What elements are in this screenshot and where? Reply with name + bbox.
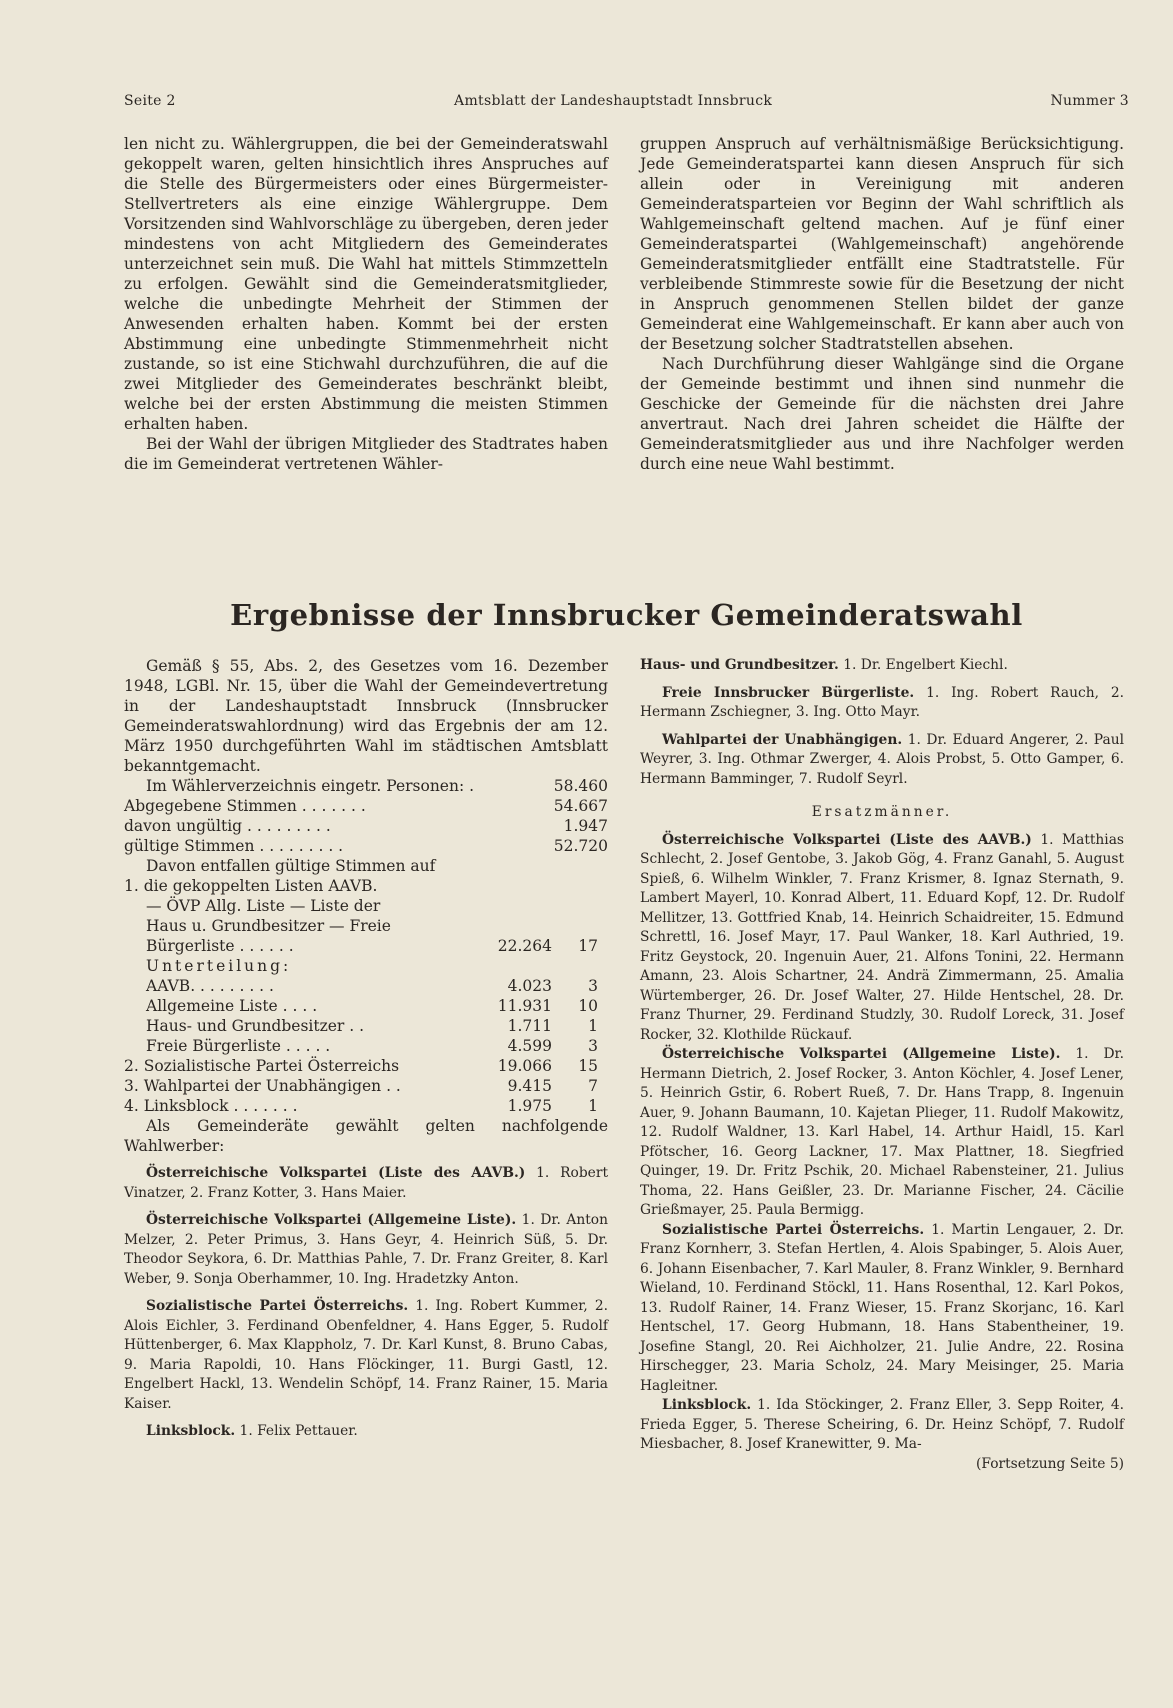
- result-seats: 3: [588, 1037, 598, 1055]
- result-seats: 7: [588, 1077, 598, 1095]
- party-name: Linksblock.: [662, 1397, 752, 1413]
- candidate-names: 1. Ing. Robert Kummer, 2. Alois Eichler, 3. Ferdinand Obenfeldner, 4. Hans Egger, 5. Rudolf Hüttenberger, 6. Max Klappholz, 7. Dr. Karl Kunst, 8. Bruno Cabas, 9. Maria Rapoldi, 10. Hans Flöckinger, 11. Burgi Gastl, 12. Engelbert Hackl, 13. Wendelin Schöpf, 14. Franz Rainer, 15. Maria Kaiser.: [124, 1298, 608, 1412]
- result-seats: 10: [578, 997, 598, 1015]
- result-votes: 1.975: [507, 1097, 552, 1115]
- page-header: [124, 93, 1129, 109]
- coupled-list-label: Haus u. Grundbesitzer — Freie: [146, 917, 391, 935]
- result-votes: 9.415: [507, 1077, 552, 1095]
- stat-value: 52.720: [553, 837, 608, 855]
- substitutes-party-block: [640, 1396, 1124, 1455]
- result-label: 4. Linksblock . . . . . . .: [124, 1097, 298, 1115]
- substitutes-heading: Ersatzmänner.: [811, 804, 953, 820]
- result-seats: 15: [578, 1057, 598, 1075]
- candidate-names: 1. Dr. Hermann Dietrich, 2. Josef Rocker, 3. Anton Köchler, 4. Josef Lener, 5. Heinrich Gstir, 6. Robert Rueß, 7. Dr. Hans Trapp, 8. Ingenuin Auer, 9. Johann Baumann, 10. Kajetan Plieger, 11. Rudolf Makowitz, 12. Rudolf Waldner, 13. Karl Habel, 14. Arthur Haidl, 15. Karl Pfötscher, 16. Georg Lackner, 17. Max Plattner, 18. Siegfried Quinger, 19. Dr. Fritz Pschik, 20. Michael Rabensteiner, 21. Julius Thoma, 22. Hans Geißler, 23. Dr. Marianne Fischer, 24. Cäcilie Grießmayer, 25. Paula Bermigg.: [640, 1046, 1124, 1218]
- elected-party-block: [124, 1211, 608, 1289]
- result-row: [124, 1016, 608, 1036]
- continuation-note: (Fortsetzung Seite 5): [976, 1455, 1124, 1472]
- paragraph: gruppen Anspruch auf verhältnismäßige Berücksichtigung. Jede Gemeinderatspartei kann diesen Anspruch für sich allein oder in Vereinigung mit anderen Gemeinderatsparteien vor Beginn der Wahl schriftlich als Wahlgemeinschaft geltend machen. Auf je fünf einer Gemeinderatspartei (Wahlgemeinschaft) angehörende Gemeinderatsmitglieder entfällt eine Stadtratstelle. Für verbleibende Stimmreste sowie für die Besetzung der nicht in Anspruch genommenen Stellen bildet der ganze Gemeinderat eine Wahlgemeinschaft. Er kann aber auch von der Besetzung solcher Stadtratstellen absehen.: [640, 135, 1124, 353]
- result-row: [124, 976, 608, 996]
- party-name: Freie Innsbrucker Bürgerliste.: [662, 684, 915, 701]
- party-name: Sozialistische Partei Österreichs.: [146, 1298, 409, 1314]
- party-name: Sozialistische Partei Österreichs.: [662, 1221, 925, 1238]
- distribution-intro: Davon entfallen gültige Stimmen auf: [146, 857, 436, 875]
- candidate-names: 1. Martin Lengauer, 2. Dr. Franz Kornherr, 3. Stefan Hertlen, 4. Alois Spabinger, 5. Alois Auer, 6. Johann Eisenbacher, 7. Karl Mauler, 8. Franz Winkler, 9. Bernhard Wieland, 10. Ferdinand Stöckl, 11. Hans Rosenthal, 12. Karl Pokos, 13. Rudolf Rainer, 14. Franz Wieser, 15. Franz Skorjanc, 16. Karl Hentschel, 17. Georg Hubmann, 18. Hans Stabentheiner, 19. Josefine Stangl, 20. Rei Aichholzer, 21. Julie Andre, 22. Rosina Hirschegger, 23. Maria Scholz, 24. Mary Meisinger, 25. Maria Hagleitner.: [640, 1221, 1125, 1394]
- result-votes: 19.066: [497, 1057, 552, 1075]
- results-column: [124, 656, 608, 1442]
- candidate-names: 1. Dr. Engelbert Kiechl.: [843, 657, 1008, 673]
- candidate-names: 1. Matthias Schlecht, 2. Josef Gentobe, 3. Jakob Gög, 4. Franz Ganahl, 5. August Spieß, 6. Wilhelm Winkler, 7. Franz Krismer, 8. Ignaz Sternath, 9. Lambert Mayerl, 10. Konrad Albert, 11. Eduard Kopf, 12. Dr. Rudolf Mellitzer, 13. Gottfried Knab, 14. Heinrich Schaidreiter, 15. Edmund Schrettl, 16. Josef Mayr, 17. Paul Wanker, 18. Karl Authried, 19. Fritz Geystock, 20. Ingenuin Auer, 21. Alfons Tonini, 22. Hermann Amann, 23. Alois Schartner, 24. Andrä Zimmermann, 25. Amalia Würtemberger, 26. Dr. Josef Walter, 27. Hilde Hentschel, 28. Dr. Franz Thurner, 29. Ferdinand Studzly, 30. Rudolf Loreck, 31. Josef Rocker, 32. Klothilde Rückauf.: [640, 831, 1125, 1043]
- result-label: Allgemeine Liste . . . .: [146, 997, 318, 1015]
- candidate-names: 1. Dr. Anton Melzer, 2. Peter Primus, 3. Hans Geyr, 4. Heinrich Süß, 5. Dr. Theodor Seykora, 6. Dr. Matthias Pahle, 7. Dr. Franz Greiter, 8. Karl Weber, 9. Sonja Oberhammer, 10. Ing. Hradetzky Anton.: [124, 1212, 608, 1287]
- party-name: Wahlpartei der Unabhängigen.: [662, 731, 903, 748]
- party-name: Österreichische Volkspartei (Liste des AAVB.): [662, 831, 1032, 848]
- paragraph: len nicht zu. Wählergruppen, die bei der Gemeinderatswahl gekoppelt waren, gelten hinsichtlich ihres Anspruches auf die Stelle des Bürgermeisters oder eines Bürgermeister-Stellvertreters als eine einzige Wählergruppe. Dem Vorsitzenden sind Wahlvorschläge zu übergeben, deren jeder mindestens von acht Mitgliedern des Gemeinderates unterzeichnet sein muß. Die Wahl hat mittels Stimmzetteln zu erfolgen. Gewählt sind die Gemeinderatsmitglieder, welche die unbedingte Mehrheit der Stimmen der Anwesenden erhalten haben. Kommt bei der ersten Abstimmung eine unbedingte Stimmenmehrheit nicht zustande, so ist eine Stichwahl durchzuführen, die auf die zwei Mitglieder des Gemeinderates beschränkt bleibt, welche bei der ersten Abstimmung die meisten Stimmen erhalten haben.: [124, 135, 608, 433]
- intro-paragraph: Gemäß § 55, Abs. 2, des Gesetzes vom 16. Dezember 1948, LGBl. Nr. 15, über die Wahl der Gemeindevertretung in der Landeshauptstadt Innsbruck (Innsbrucker Gemeinderatswahlordnung) wird das Ergebnis der am 12. März 1950 durchgeführten Wahl im städtischen Amtsblatt bekanntgemacht.: [124, 657, 608, 775]
- result-votes: 4.023: [507, 977, 552, 995]
- elected-intro: Als Gemeinderäte gewählt gelten nachfolgende Wahlwerber:: [124, 1117, 608, 1155]
- coupled-list-label: 1. die gekoppelten Listen AAVB.: [124, 877, 378, 895]
- result-seats: 1: [588, 1097, 598, 1115]
- page-number: Seite 2: [124, 93, 176, 109]
- result-label: Haus- und Grundbesitzer . .: [146, 1017, 365, 1035]
- results-column-right: [640, 656, 1124, 1474]
- result-votes: 4.599: [507, 1037, 552, 1055]
- result-label: AAVB. . . . . . . . .: [146, 977, 274, 995]
- result-label: 2. Sozialistische Partei Österreichs: [124, 1057, 400, 1075]
- party-name: Österreichische Volkspartei (Allgemeine Liste).: [146, 1212, 517, 1228]
- result-row: [124, 1076, 608, 1096]
- result-label: Bürgerliste . . . . . .: [146, 937, 294, 955]
- stat-row: [124, 776, 608, 796]
- candidate-names: 1. Robert Vinatzer, 2. Franz Kotter, 3. Hans Maier.: [124, 1165, 608, 1201]
- party-name: Linksblock.: [146, 1423, 236, 1439]
- substitutes-party-block: [640, 1221, 1124, 1397]
- issue-number: Nummer 3: [1050, 93, 1129, 109]
- result-row: [124, 1056, 608, 1076]
- result-votes: 1.711: [507, 1017, 552, 1035]
- stat-label: davon ungültig . . . . . . . . .: [124, 817, 331, 835]
- result-row: [124, 936, 608, 956]
- result-votes: 11.931: [497, 997, 552, 1015]
- substitutes-party-block: [640, 831, 1124, 1046]
- result-row: [124, 996, 608, 1016]
- result-label: 3. Wahlpartei der Unabhängigen . .: [124, 1077, 401, 1095]
- top-right-column: [640, 134, 1124, 474]
- stat-value: 1.947: [563, 817, 608, 835]
- elected-party-block: [640, 731, 1124, 790]
- stat-row: [124, 816, 608, 836]
- result-seats: 1: [588, 1017, 598, 1035]
- stat-row: [124, 796, 608, 816]
- result-label: Freie Bürgerliste . . . . .: [146, 1037, 331, 1055]
- candidate-names: 1. Felix Pettauer.: [239, 1423, 358, 1439]
- result-row: [124, 1036, 608, 1056]
- paragraph: Bei der Wahl der übrigen Mitglieder des Stadtrates haben die im Gemeinderat vertretenen Wähler-: [124, 435, 608, 473]
- result-seats: 17: [578, 937, 598, 955]
- stat-label: gültige Stimmen . . . . . . . . .: [124, 837, 344, 855]
- result-row: [124, 1096, 608, 1116]
- party-name: Haus- und Grundbesitzer.: [640, 657, 839, 673]
- top-left-column: [124, 134, 608, 474]
- elected-party-block: [640, 656, 1124, 676]
- subdivision-heading: Unterteilung:: [146, 957, 292, 975]
- elected-party-block: [640, 684, 1124, 723]
- elected-party-block: [124, 1422, 608, 1442]
- stat-row: [124, 836, 608, 856]
- elected-party-block: [124, 1164, 608, 1203]
- party-name: Österreichische Volkspartei (Allgemeine Liste).: [662, 1046, 1061, 1062]
- result-seats: 3: [588, 977, 598, 995]
- article-headline: Ergebnisse der Innsbrucker Gemeinderatswahl: [230, 598, 1023, 632]
- substitutes-party-block: [640, 1045, 1124, 1221]
- candidate-names: 1. Dr. Eduard Angerer, 2. Paul Weyrer, 3. Ing. Othmar Zwerger, 4. Alois Probst, 5. Otto Gamper, 6. Hermann Bamminger, 7. Rudolf Seyrl.: [640, 731, 1124, 787]
- candidate-names: 1. Ing. Robert Rauch, 2. Hermann Zschiegner, 3. Ing. Otto Mayr.: [640, 684, 1124, 720]
- stat-label: Abgegebene Stimmen . . . . . . .: [124, 797, 366, 815]
- party-name: Österreichische Volkspartei (Liste des AAVB.): [146, 1165, 526, 1181]
- stat-label: Im Wählerverzeichnis eingetr. Personen: .: [146, 777, 475, 795]
- publication-title: Amtsblatt der Landeshauptstadt Innsbruck: [454, 93, 773, 109]
- result-votes: 22.264: [497, 937, 552, 955]
- paragraph: Nach Durchführung dieser Wahlgänge sind die Organe der Gemeinde bestimmt und ihnen sind nunmehr die Geschicke der Gemeinde für die nächsten drei Jahre anvertraut. Nach drei Jahren scheidet die Hälfte der Gemeinderatsmitglieder aus und ihre Nachfolger werden durch eine neue Wahl bestimmt.: [640, 355, 1124, 473]
- stat-value: 54.667: [553, 797, 608, 815]
- coupled-list-label: — ÖVP Allg. Liste — Liste der: [146, 897, 381, 915]
- stat-value: 58.460: [553, 777, 608, 795]
- elected-party-block: [124, 1297, 608, 1414]
- candidate-names: 1. Ida Stöckinger, 2. Franz Eller, 3. Sepp Roiter, 4. Frieda Egger, 5. Therese Scheiring, 6. Dr. Heinz Schöpf, 7. Rudolf Miesbacher, 8. Josef Kranewitter, 9. Ma-: [640, 1397, 1125, 1452]
